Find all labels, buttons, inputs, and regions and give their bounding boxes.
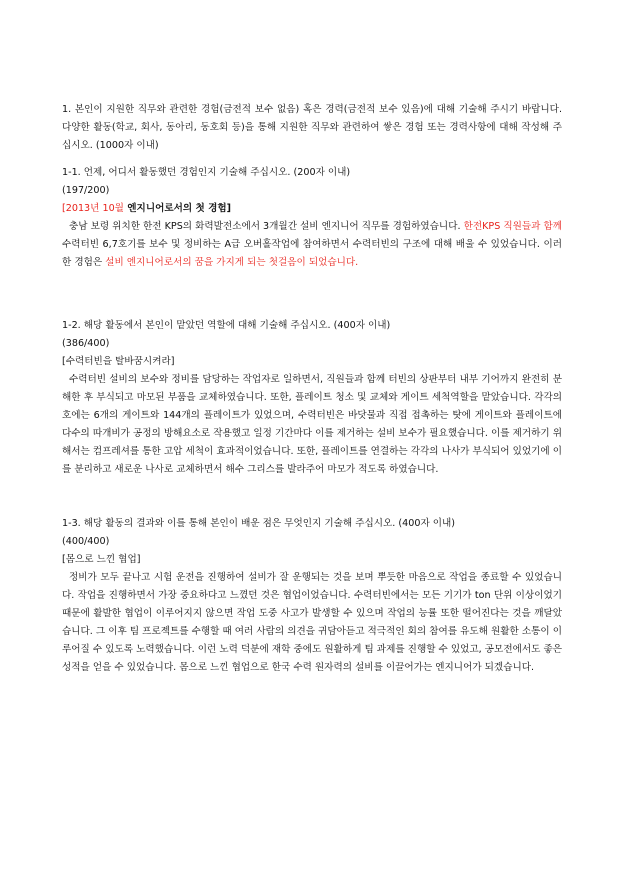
answer-1-3: 정비가 모두 끝나고 시험 운전을 진행하여 설비가 잘 운행되는 것을 보며 뿌듯한 마음으로 작업을 종료할 수 있었습니다. 작업을 진행하면서 가장 중요하다고 느꼈던 것은 협업이었습니다. 수력터빈에서는 모든 기기가 ton 단위 이상이었기 때문에 활발한 협업이 이루어지지 않으면 작업 도중 사고가 발생할 수 있으며 작업의 능률 또한 떨어진다는 것을 깨달았습니다. 그 이후 팀 프로젝트를 수행할 때 여러 사람의 의견을 귀담아듣고 적극적인 회의 참여를 유도해 원활한 소통이 이루어질 수 있도록 노력했습니다. 이런 노력 덕분에 재학 중에도 원활하게 팀 과제를 진행할 수 있었고, 공모전에서도 좋은 성적을 얻을 수 있었습니다. 몸으로 느낀 협업으로 한국 수력 원자력의 설비를 이끌어가는 엔지니어가 되겠습니다. xyxy=(62,572,562,673)
section-1-1 xyxy=(62,164,562,272)
heading-1-3: [몸으로 느낀 협업] xyxy=(62,554,141,565)
char-count-1-3: (400/400) xyxy=(62,536,110,547)
heading-title: 엔지니어로서의 첫 경험] xyxy=(123,203,232,214)
section-spacer xyxy=(62,272,562,317)
section-1-3 xyxy=(62,515,562,677)
answer-text: 충남 보령 위치한 한전 KPS의 화력발전소에서 3개월간 설비 엔지니어 직무를 경험하였습니다. xyxy=(69,221,464,232)
section-1-2 xyxy=(62,317,562,479)
intro-question: 1. 본인이 지원한 직무와 관련한 경험(금전적 보수 없음) 혹은 경력(금전적 보수 있음)에 대해 기술해 주시기 바랍니다. 다양한 활동(학교, 회사, 동아리, 동호회 등)을 통해 지원한 직무와 관련하여 쌓은 경험 또는 경력사항에 대해 작성해 주십시오. (1000자 이내) xyxy=(62,104,562,151)
answer-1-2: 수력터빈 설비의 보수와 정비를 담당하는 작업자로 일하면서, 직원들과 함께 터빈의 상판부터 내부 기어까지 완전히 분해한 후 부식되고 마모된 부품을 교체하였습니다. 또한, 플레이트 청소 및 교체와 게이트 세척역할을 맡았습니다. 각각의 호에는 6개의 게이트와 144개의 플레이트가 있었으며, 수력터빈은 바닷물과 직접 접촉하는 탓에 게이트와 플레이트에 다수의 따개비가 공정의 방해요소로 작용했고 일정 기간마다 이를 제거하는 설비 보수가 필요했습니다. 이를 제거하기 위해서는 컴프레셔를 통한 고압 세척이 효과적이었습니다. 또한, 플레이트를 연결하는 각각의 나사가 부식되어 있었기에 이를 분리하고 새로운 나사로 교체하면서 해수 그리스를 발라주어 마모가 적도록 하였습니다. xyxy=(62,374,562,475)
question-1-2: 1-2. 해당 활동에서 본인이 맡았던 역할에 대해 기술해 주십시오. (400자 이내) xyxy=(62,320,391,331)
heading-1-2: [수력터빈을 탈바꿈시켜라] xyxy=(62,356,175,367)
answer-highlight: 설비 엔지니어로서의 꿈을 가지게 되는 첫걸음이 되었습니다. xyxy=(105,257,359,268)
answer-1-1 xyxy=(62,218,562,272)
answer-text: 수력터빈 6,7호기를 보수 및 정비하는 A급 오버홀작업에 참여하면서 수력터빈의 구조에 대해 배울 수 있었습니다. 이러한 경험은 xyxy=(62,239,562,268)
question-1-1: 1-1. 언제, 어디서 활동했던 경험인지 기술해 주십시오. (200자 이내) xyxy=(62,167,351,178)
heading-date: [2013년 10월 xyxy=(62,203,124,214)
char-count-1-1: (197/200) xyxy=(62,185,110,196)
answer-highlight: 한전KPS 직원들과 함께 xyxy=(463,221,562,232)
char-count-1-2: (386/400) xyxy=(62,338,110,349)
question-1-3: 1-3. 해당 활동의 결과와 이를 통해 본인이 배운 점은 무엇인지 기술해 주십시오. (400자 이내) xyxy=(62,518,456,529)
heading-1-1 xyxy=(62,200,562,218)
section-spacer xyxy=(62,479,562,515)
